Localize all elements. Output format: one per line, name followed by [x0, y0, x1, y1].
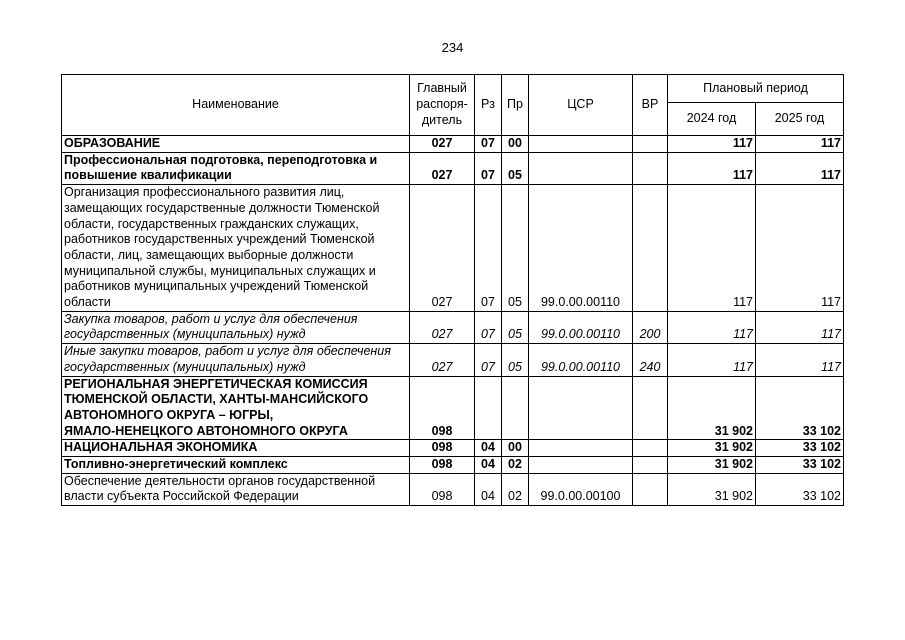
cell-amount-2025: 117	[756, 136, 844, 153]
cell-main-admin: 098	[410, 457, 475, 474]
cell-main-admin: 027	[410, 136, 475, 153]
page-number: 234	[441, 40, 464, 55]
cell-rz: 07	[475, 152, 502, 184]
cell-name-line: власти субъекта Российской Федерации	[64, 489, 299, 504]
cell-vr: 240	[633, 344, 668, 376]
cell-vr: 200	[633, 311, 668, 343]
header-vr: ВР	[633, 75, 668, 136]
cell-amount-2025: 33 102	[756, 376, 844, 440]
cell-csr: 99.0.00.00110	[529, 344, 633, 376]
cell-name	[62, 376, 410, 440]
cell-name-line: повышение квалификации	[64, 168, 232, 183]
cell-amount-2025: 117	[756, 344, 844, 376]
cell-name	[62, 136, 410, 153]
cell-amount-2024: 31 902	[668, 440, 756, 457]
cell-vr	[633, 152, 668, 184]
cell-amount-2025: 117	[756, 185, 844, 312]
table-row	[62, 440, 844, 457]
cell-name-line: Закупка товаров, работ и услуг для обеспечения	[64, 311, 358, 326]
table-row	[62, 344, 844, 376]
cell-name-line: области, лиц, замещающих выборные должности	[64, 247, 354, 262]
cell-pr: 05	[502, 344, 529, 376]
table-row	[62, 376, 844, 440]
cell-name-line: работников государственных учреждений Тюменской	[64, 232, 375, 247]
cell-vr	[633, 136, 668, 153]
cell-main-admin: 098	[410, 376, 475, 440]
header-name: Наименование	[62, 75, 410, 136]
table-row	[62, 152, 844, 184]
cell-main-admin: 098	[410, 473, 475, 505]
cell-name-line: работников муниципальных учреждений Тюменской	[64, 279, 369, 294]
cell-name-line: Организация профессионального развития лиц,	[64, 185, 345, 200]
cell-vr	[633, 376, 668, 440]
header-csr: ЦСР	[529, 75, 633, 136]
cell-name	[62, 473, 410, 505]
cell-vr	[633, 457, 668, 474]
cell-pr: 05	[502, 152, 529, 184]
cell-name	[62, 152, 410, 184]
cell-pr: 02	[502, 473, 529, 505]
header-year-2024: 2024 год	[668, 103, 756, 136]
table-header	[62, 75, 844, 136]
cell-main-admin: 027	[410, 152, 475, 184]
header-main-admin	[410, 75, 475, 136]
cell-amount-2024: 117	[668, 344, 756, 376]
cell-name-line: области	[64, 295, 111, 310]
header-year-2025: 2025 год	[756, 103, 844, 136]
cell-pr: 00	[502, 440, 529, 457]
cell-amount-2024: 117	[668, 185, 756, 312]
cell-main-admin: 027	[410, 344, 475, 376]
table-row	[62, 185, 844, 312]
cell-main-admin: 027	[410, 185, 475, 312]
cell-csr: 99.0.00.00110	[529, 311, 633, 343]
cell-name-line: государственных (муниципальных) нужд	[64, 359, 306, 374]
cell-amount-2025: 33 102	[756, 473, 844, 505]
cell-vr	[633, 185, 668, 312]
cell-pr	[502, 376, 529, 440]
cell-name-line: Обеспечение деятельности органов государственной	[64, 473, 376, 488]
cell-rz: 04	[475, 440, 502, 457]
cell-name	[62, 311, 410, 343]
cell-name-line: ТЮМЕНСКОЙ ОБЛАСТИ, ХАНТЫ-МАНСИЙСКОГО	[64, 392, 369, 407]
cell-name-line: НАЦИОНАЛЬНАЯ ЭКОНОМИКА	[64, 440, 258, 455]
header-pr: Пр	[502, 75, 529, 136]
cell-rz: 07	[475, 311, 502, 343]
cell-pr: 05	[502, 311, 529, 343]
cell-pr: 05	[502, 185, 529, 312]
cell-name	[62, 185, 410, 312]
cell-name	[62, 440, 410, 457]
cell-name-line: РЕГИОНАЛЬНАЯ ЭНЕРГЕТИЧЕСКАЯ КОМИССИЯ	[64, 376, 368, 391]
header-rz: Рз	[475, 75, 502, 136]
header-planned-period: Плановый период	[668, 75, 844, 103]
cell-amount-2024: 31 902	[668, 473, 756, 505]
cell-csr: 99.0.00.00110	[529, 185, 633, 312]
header-main-admin-line: дитель	[421, 112, 463, 127]
cell-name-line: Топливно-энергетический комплекс	[64, 457, 288, 472]
table-row	[62, 311, 844, 343]
cell-rz: 07	[475, 136, 502, 153]
cell-vr	[633, 473, 668, 505]
cell-name-line: АВТОНОМНОГО ОКРУГА – ЮГРЫ,	[64, 407, 274, 422]
table-body	[62, 136, 844, 506]
cell-amount-2025: 117	[756, 152, 844, 184]
cell-pr: 00	[502, 136, 529, 153]
header-main-admin-line: распоря-	[416, 97, 468, 112]
header-main-admin-line: Главный	[417, 81, 467, 96]
cell-amount-2024: 117	[668, 152, 756, 184]
cell-csr	[529, 152, 633, 184]
table-row	[62, 457, 844, 474]
cell-vr	[633, 440, 668, 457]
budget-table	[61, 74, 844, 506]
cell-name-line: ОБРАЗОВАНИЕ	[64, 136, 161, 150]
cell-pr: 02	[502, 457, 529, 474]
cell-rz	[475, 376, 502, 440]
cell-rz: 07	[475, 344, 502, 376]
cell-name-line: Профессиональная подготовка, переподготовка и	[64, 152, 378, 167]
cell-csr	[529, 440, 633, 457]
cell-csr	[529, 457, 633, 474]
cell-amount-2024: 31 902	[668, 457, 756, 474]
cell-csr	[529, 136, 633, 153]
cell-name-line: муниципальной службы, муниципальных служащих и	[64, 263, 376, 278]
cell-amount-2025: 33 102	[756, 440, 844, 457]
cell-name	[62, 344, 410, 376]
table-row	[62, 473, 844, 505]
table-row	[62, 136, 844, 153]
cell-name-line: области, государственных гражданских служащих,	[64, 216, 359, 231]
cell-csr: 99.0.00.00100	[529, 473, 633, 505]
cell-name-line: ЯМАЛО-НЕНЕЦКОГО АВТОНОМНОГО ОКРУГА	[64, 423, 348, 438]
cell-amount-2024: 31 902	[668, 376, 756, 440]
cell-csr	[529, 376, 633, 440]
cell-main-admin: 027	[410, 311, 475, 343]
cell-main-admin: 098	[410, 440, 475, 457]
cell-amount-2025: 33 102	[756, 457, 844, 474]
cell-amount-2024: 117	[668, 136, 756, 153]
cell-rz: 07	[475, 185, 502, 312]
cell-name	[62, 457, 410, 474]
cell-name-line: замещающих государственные должности Тюменской	[64, 200, 380, 215]
cell-amount-2024: 117	[668, 311, 756, 343]
cell-name-line: государственных (муниципальных) нужд	[64, 327, 306, 342]
cell-amount-2025: 117	[756, 311, 844, 343]
cell-rz: 04	[475, 457, 502, 474]
cell-name-line: Иные закупки товаров, работ и услуг для обеспечения	[64, 344, 391, 359]
cell-rz: 04	[475, 473, 502, 505]
